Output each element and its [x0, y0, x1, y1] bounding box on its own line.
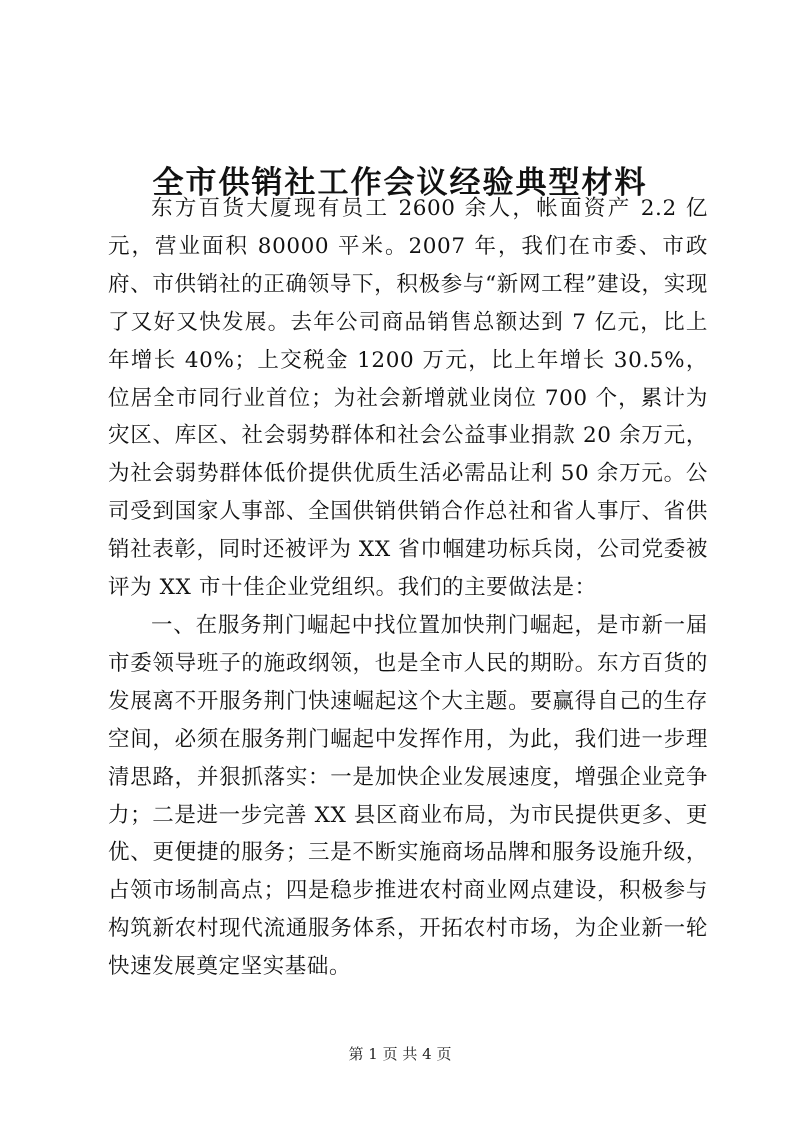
- paragraph-section-one: 一、在服务荆门崛起中找位置加快荆门崛起，是市新一届市委领导班子的施政纲领，也是全市人民的期盼。东方百货的发展离不开服务荆门快速崛起这个大主题。要赢得自己的生存空间，必须在服务荆门崛起中发挥作用，为此，我们进一步理清思路，并狠抓落实：一是加快企业发展速度，增强企业竞争力；二是进一步完善 XX 县区商业布局，为市民提供更多、更优、更便捷的服务；三是不断实施商场品牌和服务设施升级，占领市场制高点；四是稳步推进农村商业网点建设，积极参与构筑新农村现代流通服务体系，开拓农村市场，为企业新一轮快速发展奠定坚实基础。: [108, 612, 708, 980]
- page-number-footer: 第 1 页 共 4 页: [348, 1045, 452, 1063]
- document-body: [108, 190, 708, 986]
- page-title: 全市供销社工作会议经验典型材料: [152, 164, 648, 201]
- paragraph-intro: 东方百货大厦现有员工 2600 余人，帐面资产 2.2 亿元，营业面积 80000 平米。2007 年，我们在市委、市政府、市供销社的正确领导下，积极参与“新网工程”建设，实现了又好又快发展。去年公司商品销售总额达到 7 亿元，比上年增长 40%；上交税金 1200 万元，比上年增长 30.5%，位居全市同行业首位；为社会新增就业岗位 700 个，累计为灾区、库区、社会弱势群体和社会公益事业捐款 20 余万元，为社会弱势群体低价提供优质生活必需品让利 50 余万元。公司受到国家人事部、全国供销供销合作总社和省人事厅、省供销社表彰，同时还被评为 XX 省巾帼建功标兵岗，公司党委被评为 XX 市十佳企业党组织。我们的主要做法是：: [108, 196, 708, 601]
